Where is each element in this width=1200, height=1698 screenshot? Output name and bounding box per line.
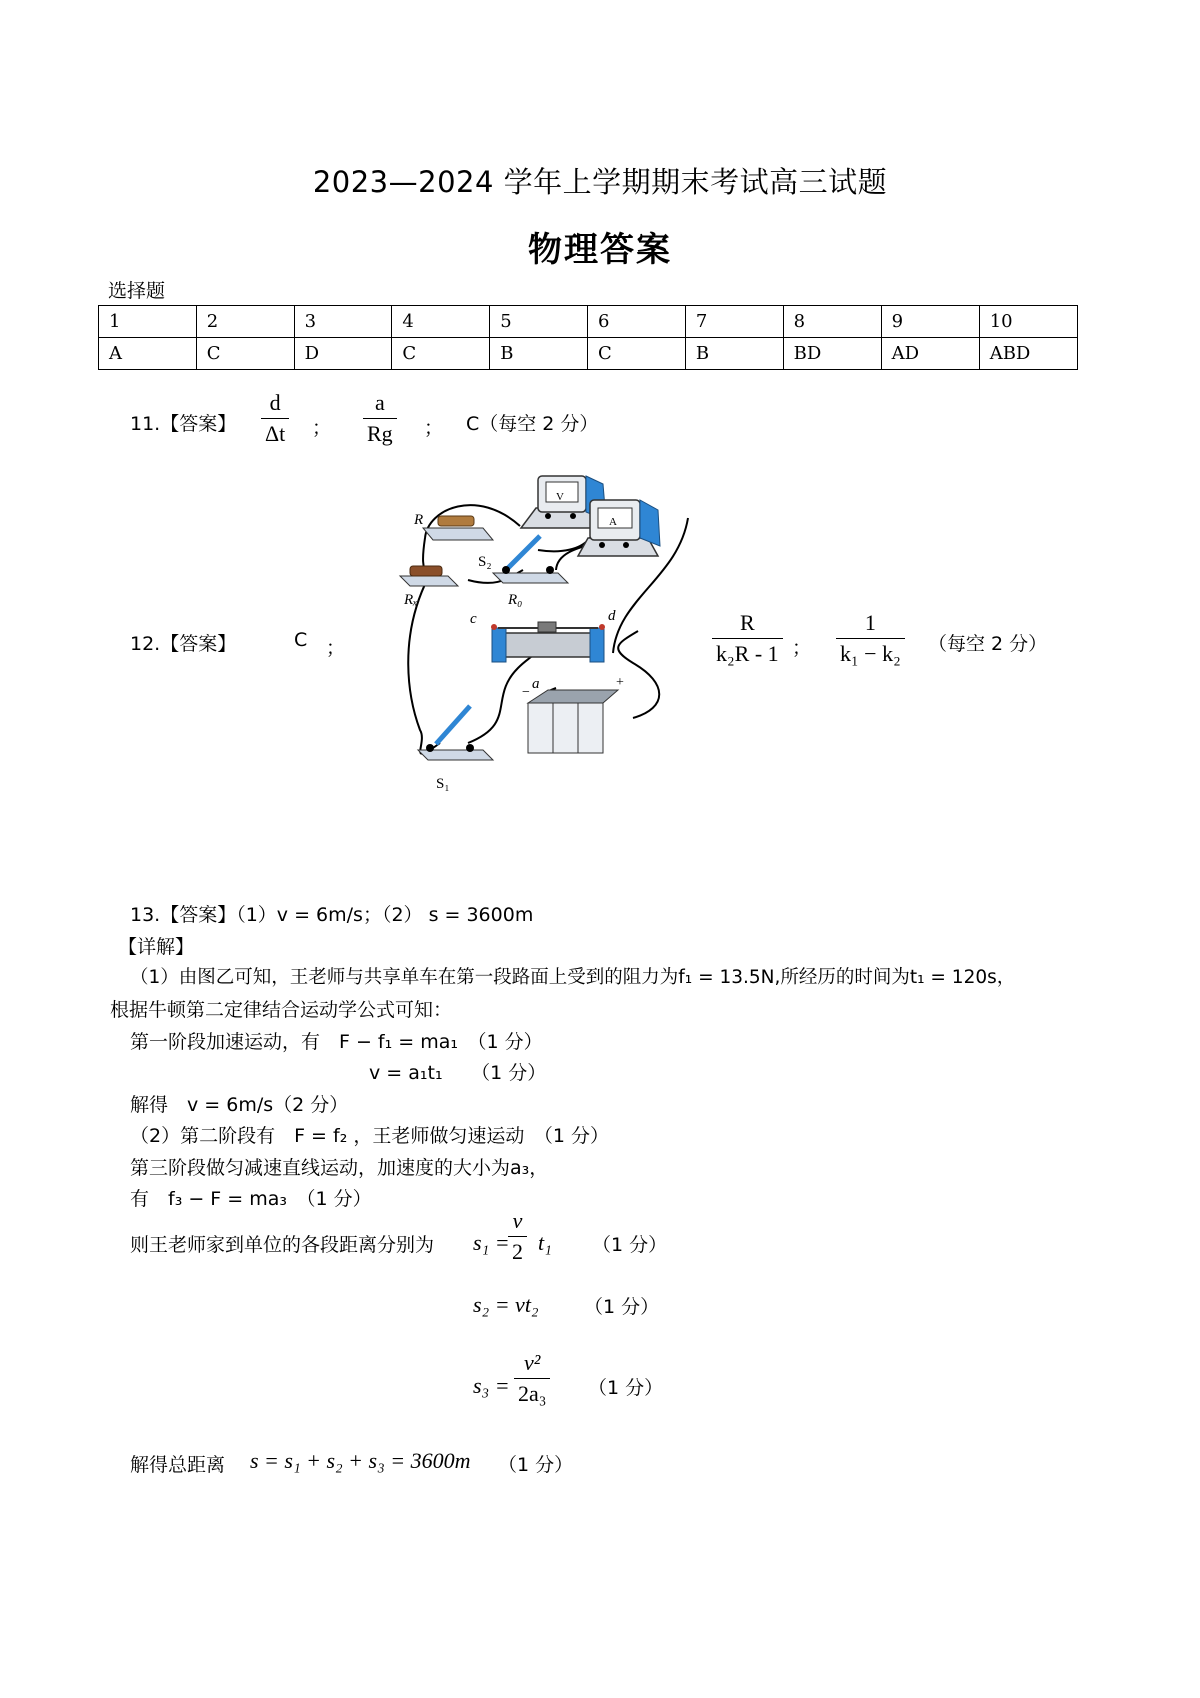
table-cell: C (588, 338, 686, 370)
label-plus: + (616, 675, 624, 690)
fraction-denominator: 2a₃ (514, 1378, 550, 1407)
label-s2: S₂ (478, 554, 492, 570)
table-cell: 5 (490, 306, 588, 338)
table-cell: 2 (196, 306, 294, 338)
label-rx: Rₓ (404, 592, 418, 608)
resistor-rx (400, 566, 458, 608)
label-c: c (470, 611, 477, 627)
table-cell: AD (881, 338, 979, 370)
q11-prefix: 11.【答案】 (130, 413, 237, 435)
q13-solve1: 解得 v = 6m/s（2 分） (130, 1094, 349, 1116)
q11-separator: ； (424, 417, 444, 439)
q13-stage2: （2）第二阶段有 F = f₂ ，王老师做匀速运动 （1 分） (130, 1125, 609, 1147)
table-cell: 4 (392, 306, 490, 338)
q11-separator: ； (312, 417, 332, 439)
q13-s2-score: （1 分） (584, 1296, 660, 1318)
q13-s1-score: （1 分） (592, 1234, 668, 1256)
circuit-diagram (404, 468, 676, 803)
table-cell: C (392, 338, 490, 370)
q13-total-expr: s = s₁ + s₂ + s₃ = 3600m (250, 1448, 471, 1473)
switch-s1 (418, 706, 493, 792)
q12-answer: C (294, 629, 308, 651)
fraction-numerator: v (512, 1208, 523, 1233)
q13-s3-fraction (514, 1350, 550, 1407)
exam-title: 2023—2024 学年上学期期末考试高三试题 (312, 165, 888, 199)
fraction-denominator: k₁ − k₂ (836, 638, 905, 667)
label-d: d (608, 608, 616, 624)
q13-s1-rhs: t₁ (538, 1230, 552, 1255)
section-label-choice: 选择题 (108, 280, 166, 302)
label-minus: − (522, 685, 530, 700)
table-cell: A (99, 338, 197, 370)
q13-stage1b: v = a₁t₁ （1 分） (369, 1062, 547, 1084)
q11-fraction-2 (363, 390, 397, 447)
fraction-denominator: 2 (508, 1236, 527, 1265)
q13-s3-lhs: s₃ = (473, 1373, 510, 1398)
q13-para1: （1）由图乙可知，王老师与共享单车在第一段路面上受到的阻力为f₁ = 13.5N,所经历的时间为t₁ = 120s， (130, 967, 1016, 988)
q13-total-score: （1 分） (498, 1454, 574, 1476)
table-cell: B (685, 338, 783, 370)
table-cell: 10 (979, 306, 1077, 338)
table-cell: 7 (685, 306, 783, 338)
label-s1: S₁ (436, 776, 450, 792)
table-cell: C (196, 338, 294, 370)
fraction-denominator: k₂R - 1 (712, 638, 783, 667)
table-cell: 3 (294, 306, 392, 338)
q12-prefix: 12.【答案】 (130, 633, 237, 655)
q13-stage1: 第一阶段加速运动，有 F − f₁ = ma₁ （1 分） (130, 1031, 543, 1053)
q13-para1-cont: 根据牛顿第二定律结合运动学公式可知： (110, 999, 453, 1021)
q12-fraction-2 (836, 610, 905, 667)
q13-stage3b: 有 f₃ − F = ma₃ （1 分） (130, 1188, 372, 1210)
q12-separator: ； (326, 637, 346, 659)
label-r0: R₀ (508, 592, 523, 608)
ammeter (578, 500, 660, 556)
ammeter-label: A (609, 516, 617, 528)
table-row-answers (99, 338, 1078, 370)
q13-s2: s₂ = vt₂ (473, 1292, 539, 1317)
label-r: R (414, 512, 424, 528)
table-cell: B (490, 338, 588, 370)
fraction-numerator: v² (524, 1350, 541, 1375)
slide-rheostat (470, 608, 616, 662)
q13-s1-lhs: s₁ = (473, 1230, 510, 1255)
q13-detail-label: 【详解】 (118, 936, 195, 958)
table-cell: 6 (588, 306, 686, 338)
page-title: 物理答案 (528, 230, 672, 270)
fraction-numerator: 1 (864, 610, 876, 635)
q13-total-label: 解得总距离 (130, 1454, 226, 1476)
q13-distance-intro: 则王老师家到单位的各段距离分别为 (130, 1234, 435, 1256)
q13-s1-fraction (508, 1208, 527, 1265)
q13-s3-score: （1 分） (588, 1377, 664, 1399)
q12-tail: （每空 2 分） (928, 633, 1048, 655)
table-cell: 1 (99, 306, 197, 338)
fraction-numerator: d (269, 390, 281, 415)
q11-fraction-1 (261, 390, 289, 447)
table-cell: 9 (881, 306, 979, 338)
fraction-denominator: Δt (261, 418, 289, 447)
fraction-numerator: a (374, 390, 385, 415)
q13-answer: 13.【答案】（1）v = 6m/s；（2） s = 3600m (130, 904, 534, 926)
fraction-numerator: R (739, 610, 755, 635)
q12-separator: ； (792, 637, 812, 659)
fraction-denominator: Rg (363, 418, 397, 447)
table-row-numbers (99, 306, 1078, 338)
table-cell: D (294, 338, 392, 370)
table-cell: BD (783, 338, 881, 370)
table-cell: ABD (979, 338, 1077, 370)
q11-tail: C（每空 2 分） (466, 413, 599, 435)
q12-fraction-1 (712, 610, 783, 667)
label-a: a (532, 676, 540, 692)
battery (522, 675, 624, 753)
voltmeter-label: V (556, 491, 564, 503)
table-cell: 8 (783, 306, 881, 338)
q13-stage3: 第三阶段做匀减速直线运动，加速度的大小为a₃， (130, 1157, 549, 1179)
switch-s2 (478, 536, 568, 583)
choice-answer-table (98, 305, 1078, 370)
